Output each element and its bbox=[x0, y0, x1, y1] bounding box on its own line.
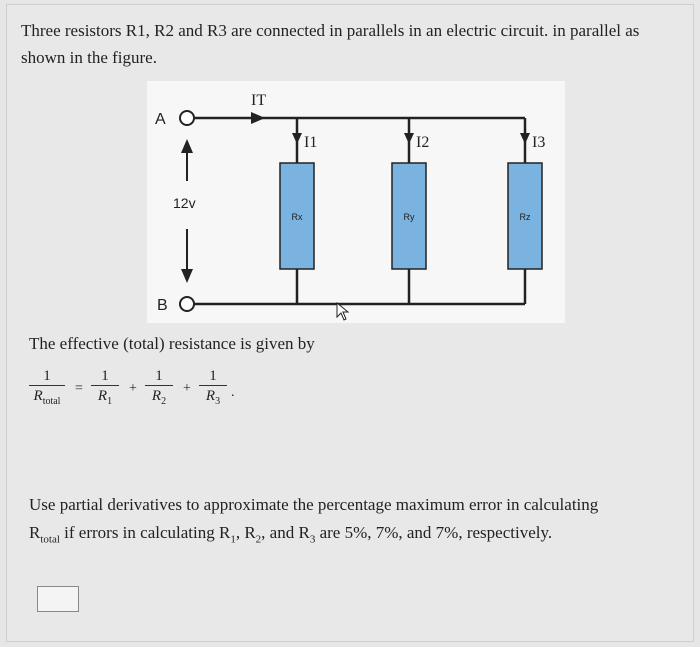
formula-period: . bbox=[231, 385, 235, 400]
current-i3-label: I3 bbox=[532, 134, 546, 151]
node-a-label: A bbox=[155, 111, 166, 128]
equals-sign: = bbox=[75, 381, 83, 396]
question-line-2: $R_{total}$ if errors in calculating $R_1$, $R_2$, and $R_3$ are 5%, 7%, and 7%, respectively. bbox=[29, 523, 553, 546]
resistor-rz-label: Rz bbox=[519, 212, 531, 222]
question-card bbox=[6, 4, 694, 642]
node-b-label: B bbox=[157, 297, 168, 314]
question-line-1: Use partial derivatives to approximate the percentage maximum error in calculating bbox=[29, 495, 599, 514]
effective-resistance-text: The effective (total) resistance is given by bbox=[29, 334, 315, 353]
fraction-total: 1 $R_{total}$ bbox=[29, 367, 65, 412]
fraction-r2: 1 $R_2$ bbox=[145, 367, 173, 412]
resistor-ry-label: Ry bbox=[403, 212, 415, 222]
question-text bbox=[29, 491, 679, 553]
current-i1-label: I1 bbox=[304, 134, 318, 151]
plus-sign: + bbox=[183, 381, 191, 396]
current-i2-label: I2 bbox=[416, 134, 430, 151]
plus-sign: + bbox=[129, 381, 137, 396]
total-current-label: IT bbox=[251, 92, 267, 109]
voltage-label: 12v bbox=[173, 195, 196, 211]
resistance-formula bbox=[29, 367, 259, 427]
resistor-rx-label: Rx bbox=[291, 212, 303, 222]
answer-input[interactable] bbox=[37, 586, 79, 612]
cursor-icon bbox=[337, 303, 348, 320]
fraction-r3: 1 $R_3$ bbox=[199, 367, 227, 412]
circuit-diagram bbox=[147, 81, 565, 323]
intro-text: Three resistors R1, R2 and R3 are connected in parallels in an electric circuit. in parallel as shown in the figure. bbox=[21, 21, 640, 67]
fraction-r1: 1 $R_1$ bbox=[91, 367, 119, 412]
